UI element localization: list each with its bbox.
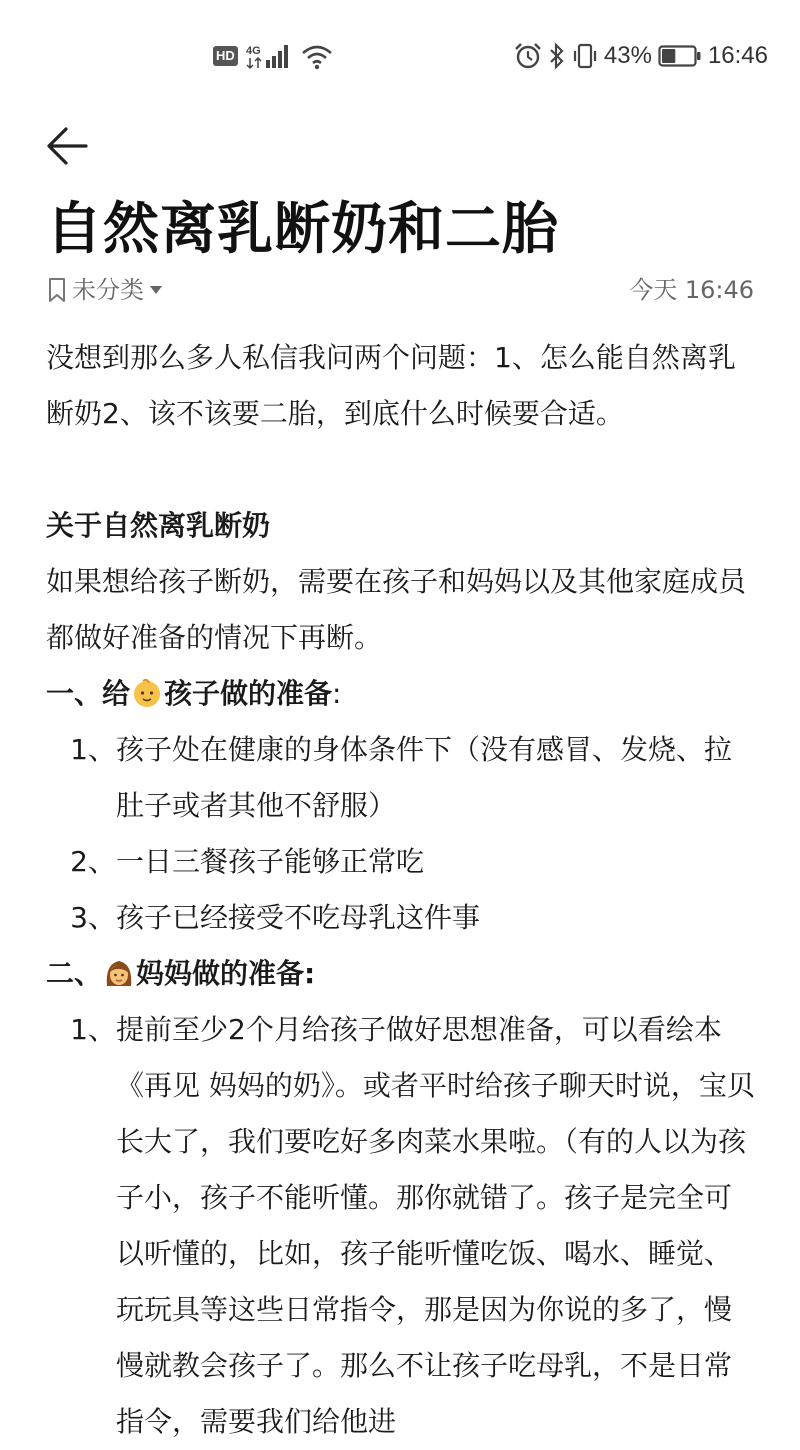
part1-colon: : — [332, 677, 342, 710]
note-title[interactable]: 自然离乳断奶和二胎 — [46, 197, 559, 262]
part1-prefix: 一、给 — [46, 677, 131, 710]
back-arrow-icon — [44, 122, 94, 170]
list-item-text: 孩子处在健康的身体条件下（没有感冒、发烧、拉肚子或者其他不舒服） — [116, 733, 733, 822]
vibrate-icon — [572, 42, 598, 70]
note-timestamp: 今天 16:46 — [629, 276, 754, 304]
blank-line — [46, 442, 756, 498]
list-item-number: 2、 — [70, 845, 116, 878]
note-body[interactable] — [46, 330, 756, 1450]
status-bar — [0, 0, 800, 120]
woman-emoji-icon — [104, 958, 134, 988]
signal-icon — [246, 42, 292, 70]
battery-icon — [658, 44, 702, 68]
part1-heading — [46, 666, 756, 722]
status-right — [514, 42, 768, 70]
intro-paragraph: 没想到那么多人私信我问两个问题：1、怎么能自然离乳断奶2、该不该要二胎，到底什么时候要合适。 — [46, 341, 736, 430]
hd-badge: HD — [213, 46, 238, 66]
bookmark-icon — [46, 276, 68, 304]
part1-item — [46, 890, 756, 946]
note-meta — [46, 270, 754, 310]
section-heading: 关于自然离乳断奶 — [46, 509, 271, 542]
triangle-down-icon — [148, 284, 164, 296]
battery-percent: 43% — [603, 42, 652, 69]
list-item-text: 提前至少2个月给孩子做好思想准备，可以看绘本《再见 妈妈的奶》。或者平时给孩子聊天时说，宝贝长大了，我们要吃好多肉菜水果啦。（有的人以为孩子小，孩子不能听懂。那你就错了。孩子是完全可以听懂的，比如，孩子能听懂吃饭、喝水、睡觉、玩玩具等这些日常指令，那是因为你说的多了，慢慢就教会孩子了。那么不让孩子吃母乳，不是日常指令，需要我们给他进 — [116, 1013, 755, 1438]
category-selector[interactable] — [46, 270, 164, 310]
list-item-text: 孩子已经接受不吃母乳这件事 — [116, 901, 481, 934]
alarm-icon — [514, 42, 542, 70]
list-item-number: 1、 — [70, 1013, 116, 1046]
part2-heading — [46, 946, 756, 1002]
part2-suffix: 妈妈做的准备 — [136, 957, 305, 990]
part2-prefix: 二、 — [46, 957, 103, 990]
part2-colon: : — [304, 957, 316, 990]
wifi-icon — [300, 42, 334, 70]
bluetooth-icon — [548, 42, 566, 70]
part2-item — [46, 1002, 756, 1450]
part1-item — [46, 834, 756, 890]
list-item-number: 1、 — [70, 733, 116, 766]
status-left — [213, 42, 334, 70]
status-time: 16:46 — [707, 42, 768, 69]
list-item-text: 一日三餐孩子能够正常吃 — [116, 845, 425, 878]
section-paragraph: 如果想给孩子断奶，需要在孩子和妈妈以及其他家庭成员都做好准备的情况下再断。 — [46, 565, 747, 654]
part1-list — [46, 722, 756, 946]
baby-emoji-icon — [132, 678, 162, 708]
category-label: 未分类 — [72, 276, 144, 304]
back-button[interactable] — [44, 122, 94, 170]
list-item-number: 3、 — [70, 901, 116, 934]
part1-item — [46, 722, 756, 834]
part2-list — [46, 1002, 756, 1450]
network-type: 4G — [245, 45, 261, 57]
part1-suffix: 孩子做的准备 — [164, 677, 333, 710]
